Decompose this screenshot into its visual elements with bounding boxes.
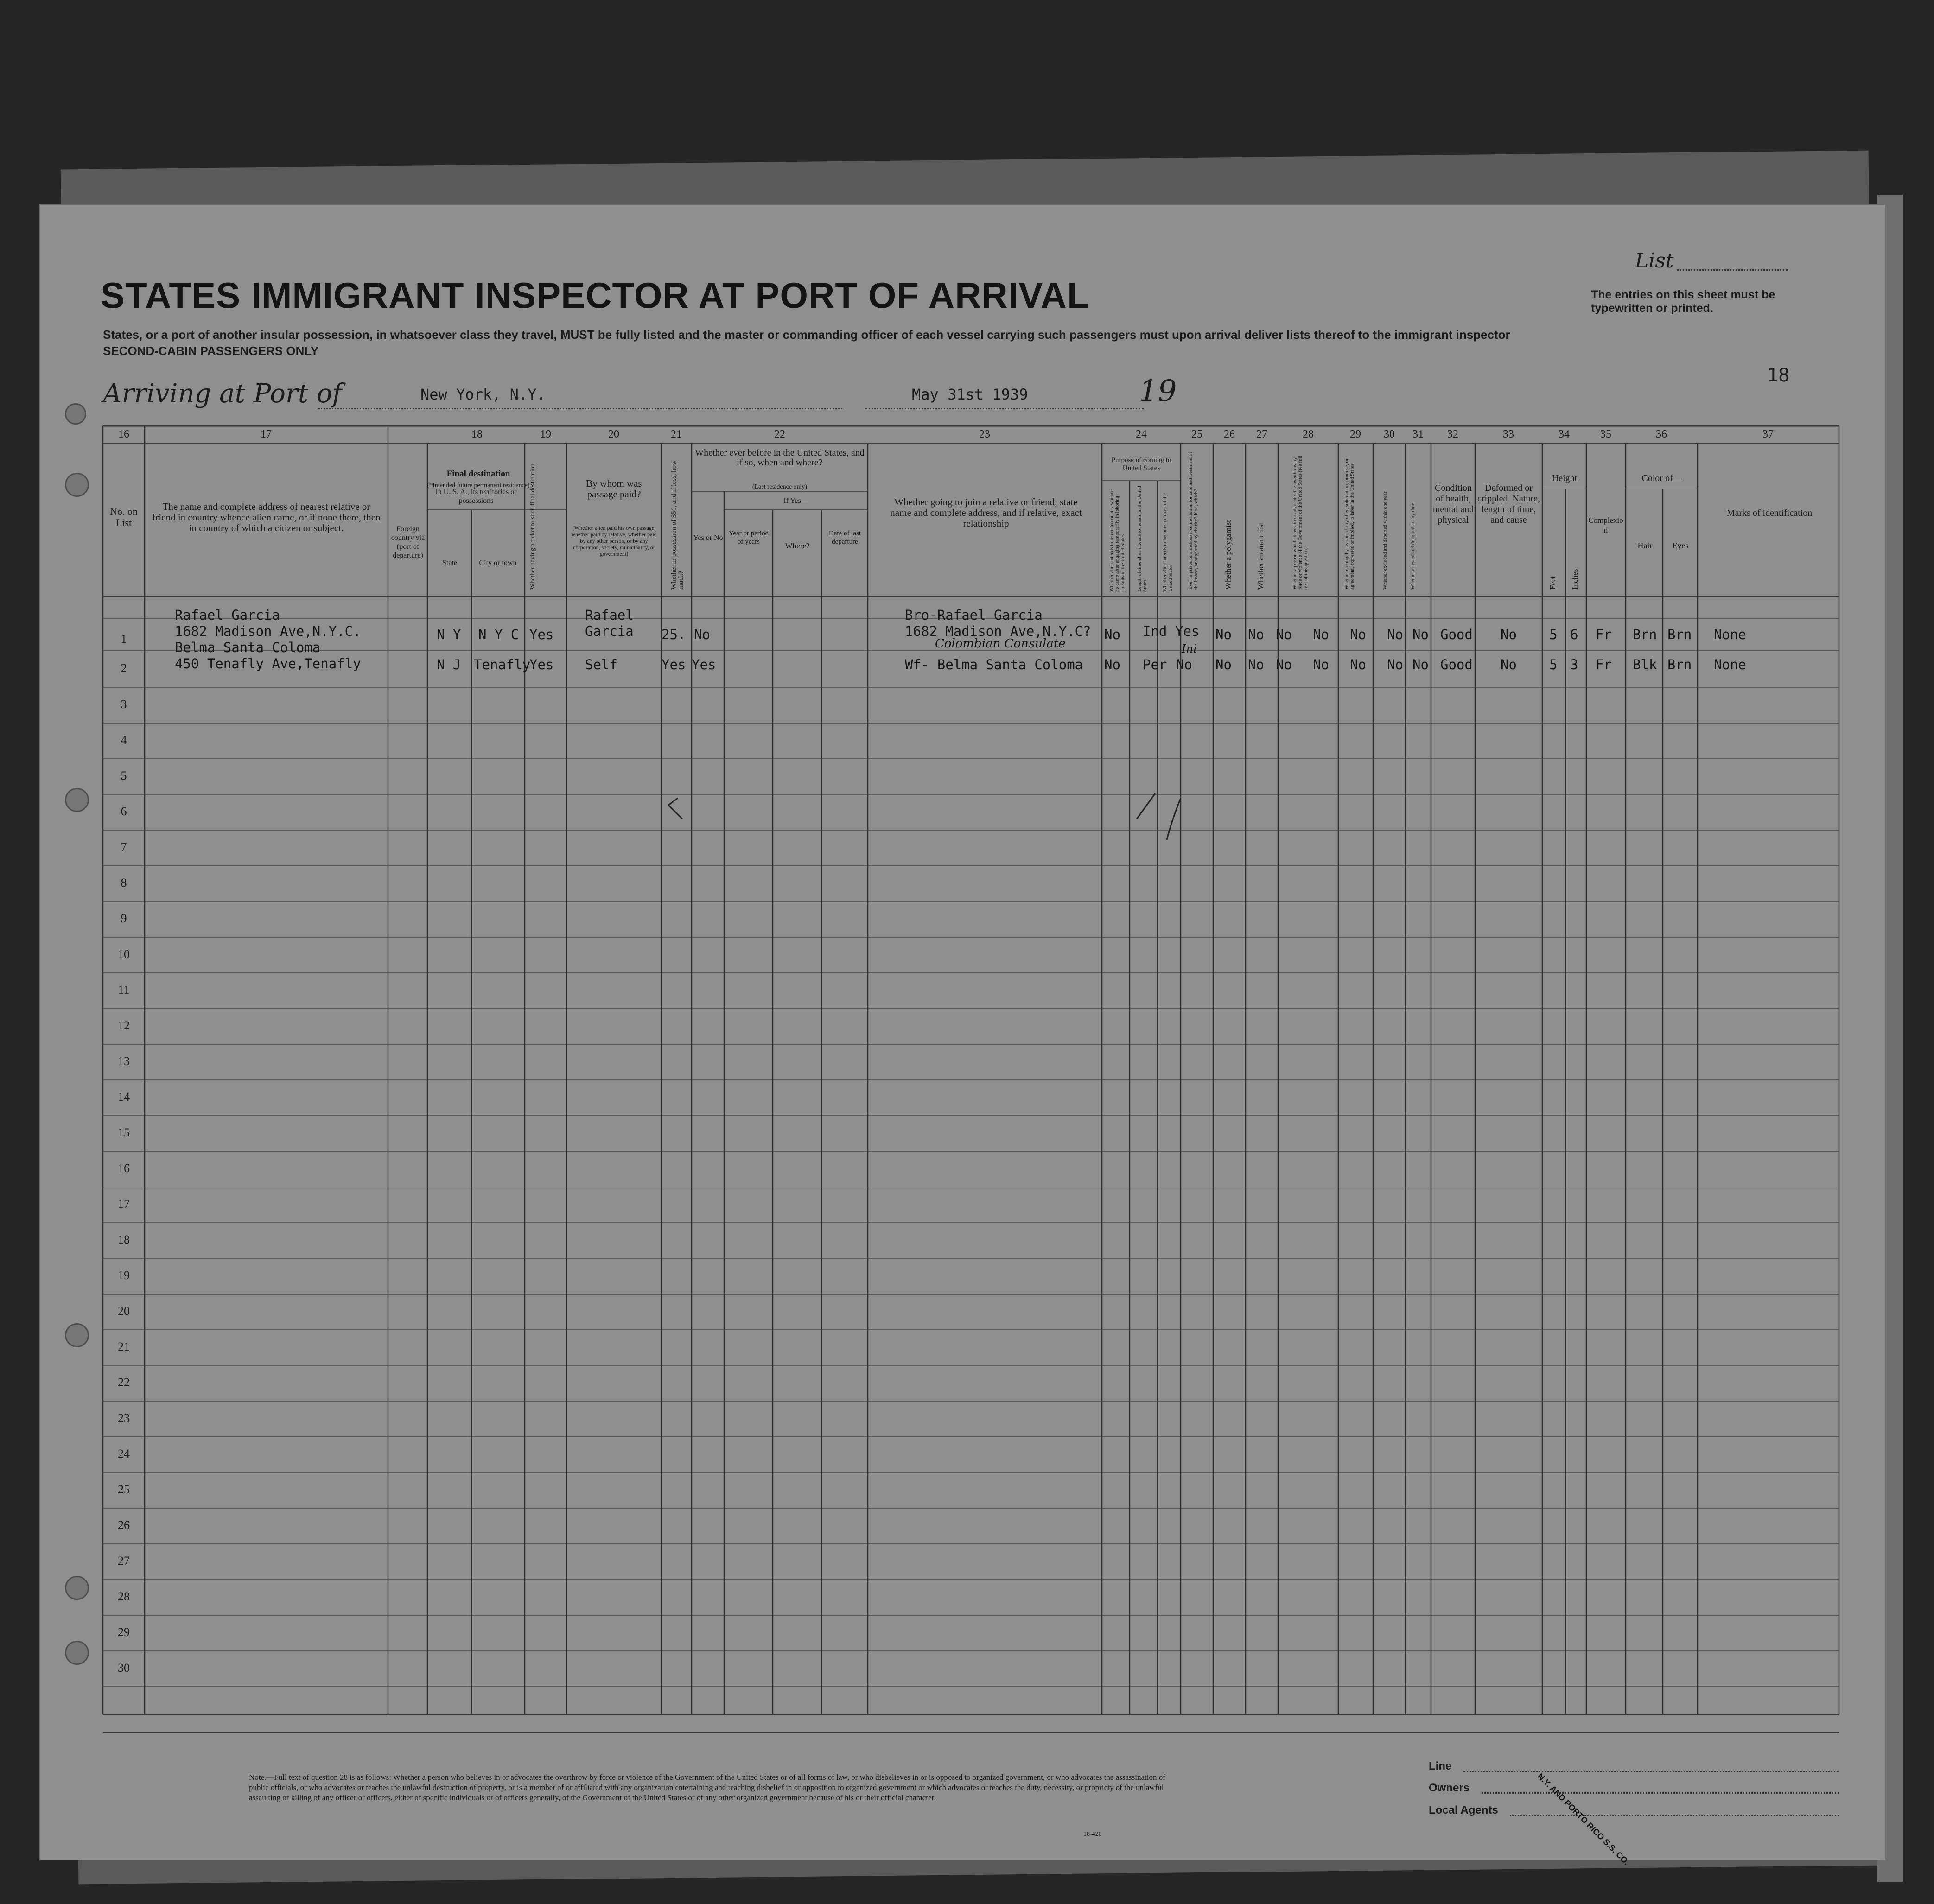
height-feet: 5 — [1549, 627, 1558, 642]
header-marks: Marks of identification — [1726, 508, 1813, 518]
header-anarchist: Whether an anarchist — [1256, 522, 1265, 590]
colnum-27: 27 — [1256, 428, 1267, 440]
header-eyes: Eyes — [1672, 541, 1689, 550]
money: Yes — [662, 657, 686, 673]
header-deported: Whether arrested and deported at any time — [1410, 503, 1416, 590]
excluded: No — [1387, 657, 1403, 673]
colnum-35: 35 — [1600, 428, 1611, 440]
row-number: 15 — [118, 1126, 130, 1139]
colnum-34: 34 — [1559, 428, 1570, 440]
relative-name: Belma Santa Coloma — [175, 640, 321, 655]
purpose-citizen: No — [1176, 657, 1192, 673]
dest-city: N Y C — [478, 627, 519, 642]
row-number: 23 — [118, 1411, 130, 1425]
page-number: 18 — [1767, 365, 1790, 386]
handwritten-consulate: Colombian Consulate — [935, 637, 1066, 651]
joining: Wf- Belma Santa Coloma — [905, 657, 1083, 673]
header-color-of: Color of— — [1641, 473, 1682, 483]
row-number: 7 — [121, 840, 127, 854]
handwritten-initial: Ini — [1182, 642, 1197, 655]
row-number: 28 — [118, 1590, 130, 1603]
marks: None — [1714, 627, 1746, 642]
header-q28: Whether a person who believes in or advocates the overthrow by force or violence of the Government of the United States (see full text of this question) — [1292, 456, 1309, 590]
row-number: 17 — [118, 1197, 130, 1211]
q28: No — [1313, 627, 1329, 642]
header-complexion: Complexion — [1588, 516, 1623, 534]
header-final-destination: Final destination — [446, 469, 510, 479]
dest-state: N J — [437, 657, 461, 673]
row-number: 3 — [121, 698, 127, 711]
dest-city: Tenafly — [474, 657, 531, 673]
paid-by-line2: Garcia — [585, 623, 634, 639]
header-money: Whether in possession of $50, and if less, how much? — [670, 460, 685, 590]
header-q29: Whether coming by reason of any offer, solicitation, promise, or agreement, expressed or implied, to labor in the United States — [1344, 458, 1355, 590]
anarchist: No — [1276, 627, 1292, 642]
paid-by: Self — [585, 657, 617, 673]
row-number: 2 — [121, 661, 127, 675]
row-number: 21 — [118, 1340, 130, 1353]
port-value: New York, N.Y. — [420, 386, 546, 403]
header-before-in-us: Whether ever before in the United States, and if so, when and where? — [695, 448, 865, 468]
colnum-18: 18 — [471, 428, 483, 440]
colnum-36: 36 — [1656, 428, 1667, 440]
colnum-37: 37 — [1762, 428, 1774, 440]
manifest-sheet — [39, 204, 1886, 1867]
deported: No — [1412, 657, 1429, 673]
header-height: Height — [1552, 473, 1578, 483]
header-purpose-citizen: Whether alien intends to become a citizen of the United States — [1162, 493, 1173, 592]
row-number: 10 — [118, 947, 130, 961]
q29: No — [1350, 657, 1366, 673]
year-prefix: 19 — [1139, 374, 1177, 408]
list-label: List — [1635, 249, 1674, 273]
header-last-departure: Date of last departure — [828, 530, 861, 546]
colnum-29: 29 — [1350, 428, 1361, 440]
binder-hole — [65, 1576, 89, 1600]
row-number: 13 — [118, 1054, 130, 1068]
header-years: Year or period of years — [729, 530, 769, 546]
polygamist: No — [1248, 627, 1264, 642]
money: 25. — [662, 627, 686, 642]
eye-color: Brn — [1667, 657, 1692, 673]
row-number: 27 — [118, 1554, 130, 1568]
colnum-16: 16 — [118, 428, 129, 440]
row-number: 29 — [118, 1625, 130, 1639]
header-city: City or town — [479, 559, 517, 567]
header-ticket: Whether having a ticket to such final destination — [529, 463, 536, 590]
binder-hole — [65, 1641, 89, 1665]
header-deformed: Deformed or crippled. Nature, length of time, and cause — [1477, 483, 1540, 525]
header-purpose: Purpose of coming to United States — [1111, 457, 1171, 472]
table-grid — [40, 205, 1885, 1860]
header-if-yes: If Yes— — [783, 497, 808, 505]
relative-address: 1682 Madison Ave,N.Y.C. — [175, 623, 361, 639]
row-number: 16 — [118, 1161, 130, 1175]
row-number: 8 — [121, 876, 127, 889]
header-passage-paid: By whom was passage paid? — [586, 478, 642, 500]
deformed: No — [1501, 657, 1517, 673]
prison: No — [1215, 627, 1232, 642]
header-prison: Ever in prison or almshouse, or institution for care and treatment of the insane, or supported by charity? If so, which? — [1188, 452, 1199, 590]
q28: No — [1313, 657, 1329, 673]
date-value: May 31st 1939 — [912, 386, 1028, 403]
header-no-on-list: No. on List — [110, 506, 138, 528]
row-number: 1 — [121, 632, 127, 646]
hair-color: Brn — [1633, 627, 1657, 642]
binder-hole — [65, 1323, 89, 1347]
row-number: 4 — [121, 733, 127, 747]
row-number: 25 — [118, 1483, 130, 1496]
question-28-note: Note.—Full text of question 28 is as follows: Whether a person who believes in or advocates the overthrow by force or violence of the Government of the United States or of all forms of law, or who disbelieves in or is opposed to organized government, or who advocates the assassination of public officials, or who advocates or teaches the unlawful destruction of property, or is a member of or affiliated with any organization entertaining and teaching disbelief in or opposition to organized government or which advocates or teaches the duty, necessity, or propriety of the unlawful assaulting or killing of any officer or officers, either of specific individuals or of officers generally, of the Government of the United States or of any other organized government because of his or their official character. — [249, 1773, 1165, 1802]
colnum-28: 28 — [1303, 428, 1314, 440]
colnum-32: 32 — [1447, 428, 1458, 440]
height-inches: 3 — [1570, 657, 1578, 673]
before-in-us: No — [694, 627, 710, 642]
deported: No — [1412, 627, 1429, 642]
header-excluded: Whether excluded and deported within one year — [1382, 491, 1388, 590]
header-final-destination-sub: (*Intended future permanent residence) — [427, 482, 530, 489]
colnum-24: 24 — [1136, 428, 1147, 440]
colnum-20: 20 — [608, 428, 619, 440]
row-number: 20 — [118, 1304, 130, 1318]
relative-address: 450 Tenafly Ave,Tenafly — [175, 656, 361, 672]
row-number: 14 — [118, 1090, 130, 1104]
purpose-return: No — [1104, 657, 1120, 673]
binder-hole — [65, 403, 86, 425]
purpose-length: Per — [1143, 657, 1167, 673]
row-number: 26 — [118, 1518, 130, 1532]
arriving-label: Arriving at Port of — [103, 379, 342, 409]
row-number: 5 — [121, 769, 127, 782]
health: Good — [1440, 627, 1473, 642]
before-in-us: Yes — [692, 657, 716, 673]
shipping-line-stamp: N.Y. AND PORTO RICO S.S. CO. — [1535, 1771, 1631, 1867]
colnum-22: 22 — [774, 428, 785, 440]
binder-hole — [65, 788, 89, 812]
joining-address: 1682 Madison Ave,N.Y.C? — [905, 623, 1091, 639]
header-going-to-join: Whether going to join a relative or friend; state name and complete address, and if relative, exact relationship — [890, 496, 1082, 529]
eye-color: Brn — [1667, 627, 1692, 642]
colnum-23: 23 — [979, 428, 990, 440]
colnum-31: 31 — [1412, 428, 1424, 440]
colnum-26: 26 — [1224, 428, 1235, 440]
purpose-length: Ind — [1143, 623, 1167, 639]
row-number: 24 — [118, 1447, 130, 1460]
header-last-residence: (Last residence only) — [752, 483, 808, 490]
prison: No — [1215, 657, 1232, 673]
height-feet: 5 — [1549, 657, 1558, 673]
header-where: Where? — [785, 541, 810, 550]
header-feet: Feet — [1548, 576, 1557, 590]
header-inches: Inches — [1571, 569, 1579, 590]
ticket: Yes — [529, 627, 554, 642]
row-number: 22 — [118, 1376, 130, 1389]
header-purpose-return: Whether alien intends to return to country whence he came after engaging temporarily in laboring pursuits in the United States — [1109, 489, 1126, 592]
colnum-25: 25 — [1191, 428, 1202, 440]
line-blank — [1463, 1771, 1839, 1772]
agents-blank — [1510, 1815, 1839, 1816]
owners-label: Owners — [1429, 1782, 1470, 1794]
row-number: 11 — [118, 983, 130, 996]
header-passage-paid-sub: (Whether alien paid his own passage, whether paid by relative, whether paid by any other person, or by any corporation, society, municipality, or government) — [571, 525, 657, 557]
header-purpose-length: Length of time alien intends to remain in the United States — [1137, 486, 1148, 592]
header-usa: In U. S. A., its territories or possessions — [435, 488, 517, 505]
binder-hole — [65, 473, 89, 497]
colnum-33: 33 — [1503, 428, 1514, 440]
anarchist: No — [1276, 657, 1292, 673]
complexion: Fr — [1596, 657, 1612, 673]
row-number: 18 — [118, 1233, 130, 1246]
health: Good — [1440, 657, 1473, 673]
header-hair: Hair — [1637, 541, 1653, 550]
row-number: 6 — [121, 805, 127, 818]
joining: Bro-Rafael Garcia — [905, 607, 1043, 623]
header-nearest-relative: The name and complete address of nearest relative or friend in country whence alien came, or if none there, then in country of which a citizen or subject. — [152, 501, 381, 533]
ticket: Yes — [529, 657, 554, 673]
row-number: 19 — [118, 1269, 130, 1282]
line-label: Line — [1429, 1760, 1452, 1772]
header-health: Condition of health, mental and physical — [1432, 483, 1474, 525]
typewritten-note: The entries on this sheet must be typewritten or printed. — [1591, 288, 1775, 315]
polygamist: No — [1248, 657, 1264, 673]
dest-state: N Y — [437, 627, 461, 642]
row-number: 9 — [121, 912, 127, 925]
cabin-class: SECOND-CABIN PASSENGERS ONLY — [103, 344, 319, 358]
relative-name: Rafael Garcia — [175, 607, 280, 623]
q29: No — [1350, 627, 1366, 642]
deformed: No — [1501, 627, 1517, 642]
form-title: STATES IMMIGRANT INSPECTOR AT PORT OF ARRIVAL — [101, 275, 1090, 316]
marks: None — [1714, 657, 1746, 673]
local-agents-label: Local Agents — [1429, 1804, 1498, 1816]
header-state: State — [442, 559, 457, 567]
colnum-19: 19 — [540, 428, 551, 440]
excluded: No — [1387, 627, 1403, 642]
purpose-citizen: Yes — [1175, 623, 1200, 639]
hair-color: Blk — [1633, 657, 1657, 673]
colnum-30: 30 — [1384, 428, 1395, 440]
form-number: 18-420 — [1083, 1831, 1102, 1838]
height-inches: 6 — [1570, 627, 1578, 642]
purpose-return: No — [1104, 627, 1120, 642]
owners-blank — [1482, 1792, 1839, 1794]
colnum-21: 21 — [671, 428, 682, 440]
row-number: 12 — [118, 1019, 130, 1032]
paid-by: Rafael — [585, 607, 634, 623]
header-yes-no: Yes or No — [693, 534, 723, 542]
row-number: 30 — [118, 1661, 130, 1675]
header-polygamist: Whether a polygamist — [1224, 520, 1233, 590]
complexion: Fr — [1596, 627, 1612, 642]
colnum-17: 17 — [261, 428, 272, 440]
header-foreign-country: Foreign country via (port of departure) — [391, 525, 425, 559]
form-instruction: States, or a port of another insular possession, in whatsoever class they travel, MUST be fully listed and the master or commanding officer of each vessel carrying such passengers must upon arrival deliver lists thereof to the immigrant inspector — [103, 328, 1510, 342]
